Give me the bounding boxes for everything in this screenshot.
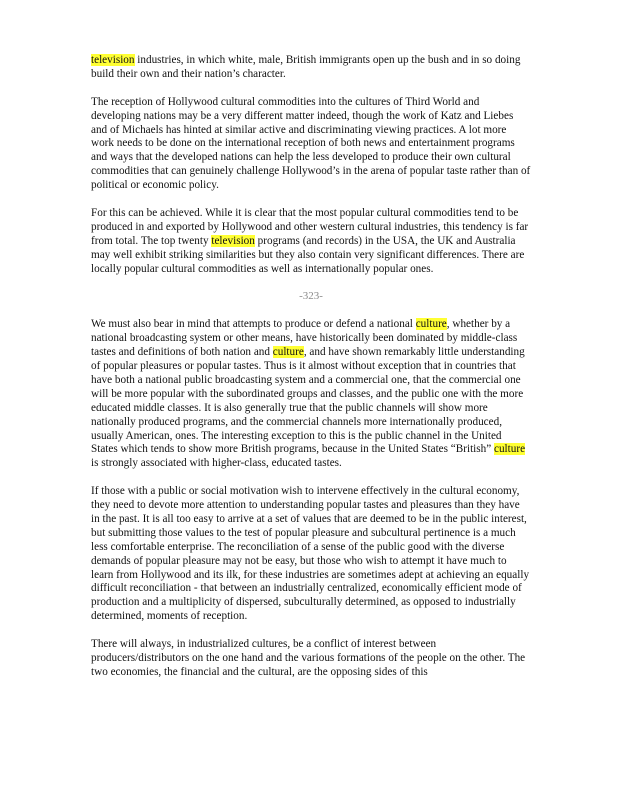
paragraph-text: For this can be achieved. While it is clear that the most popular cultural commodities tend to be produced in and exported by Hollywood and other western cultural industries, this tendency is far from total. The top twenty bbox=[91, 206, 529, 247]
paragraph-text: We must also bear in mind that attempts to produce or defend a national bbox=[91, 318, 416, 331]
search-highlight: culture bbox=[415, 318, 447, 331]
paragraph-text: is strongly associated with higher-class, educated tastes. bbox=[91, 457, 342, 470]
paragraph-6 bbox=[91, 638, 531, 680]
paragraph-text: programs (and records) in the USA, the UK and Australia may well exhibit striking similarities but they also contain very significant differences. There are locally popular cultural commodities as well as internationally popular ones. bbox=[91, 234, 525, 275]
search-highlight: culture bbox=[494, 443, 526, 456]
paragraph-3 bbox=[91, 207, 531, 277]
search-highlight: culture bbox=[272, 346, 304, 359]
paragraph-text: industries, in which white, male, British immigrants open up the bush and in so doing build their own and their nation’s character. bbox=[91, 54, 521, 80]
paragraph-5 bbox=[91, 485, 531, 624]
paragraph-text: There will always, in industrialized cultures, be a conflict of interest between producers/distributors on the one hand and the various formations of the people on the other. The two economies, the financial and the cultural, are the opposing sides of this bbox=[91, 638, 526, 678]
paragraph-text: , and have shown remarkably little understanding of popular pleasures or popular tastes. Thus is it almost without exception that in countries that have both a national public broadcasting system and a commercial one, that the commercial one will be more popular with the subordinated groups and classes, and the public one with the more educated middle classes. It is also generally true that the public channels will show more nationally produced programs, and the commercial channels more internationally produced, usually American, ones. The interesting exception to this is the public channel in the United States which tends to show more British programs, because in the United States “British” bbox=[91, 346, 525, 456]
document-page bbox=[91, 54, 531, 694]
page-number: -323- bbox=[299, 290, 323, 303]
paragraph-text: , whether by a national broadcasting system or other means, have historically been dominated by middle-class tastes and definitions of both nation and bbox=[91, 318, 518, 359]
paragraph-text: The reception of Hollywood cultural commodities into the cultures of Third World and developing nations may be a very different matter indeed, though the work of Katz and Liebes and of Michaels has hinted at similar active and discriminating viewing practices. A lot more work needs to be done on the international reception of both news and entertainment programs and ways that the developed nations can help the less developed to produce their own cultural commodities that can genuinely challenge Hollywood’s in the arena of popular taste rather than of political or economic policy. bbox=[91, 95, 531, 192]
paragraph-4 bbox=[91, 318, 531, 471]
search-highlight: television bbox=[211, 234, 255, 247]
paragraph-1 bbox=[91, 54, 531, 82]
paragraph-text: If those with a public or social motivation wish to intervene effectively in the cultural economy, they need to devote more attention to understanding popular tastes and pleasures than they have in the past. It is all too easy to arrive at a set of values that are deemed to be in the public interest, but submitting those values to the test of popular pleasure and subcultural pertinence is a much less comfortable enterprise. The reconciliation of a sense of the public good with the diverse demands of popular pleasure may not be easy, but those who wish to attempt it have much to learn from Hollywood and its ilk, for these industries are sometimes adept at achieving an equally difficult reconciliation - that between an industrially centralized, economically efficient mode of production and a multiplicity of dispersed, subculturally determined, as opposed to industrially determined, moments of reception. bbox=[91, 485, 530, 623]
search-highlight: television bbox=[91, 54, 135, 66]
paragraph-2 bbox=[91, 96, 531, 193]
